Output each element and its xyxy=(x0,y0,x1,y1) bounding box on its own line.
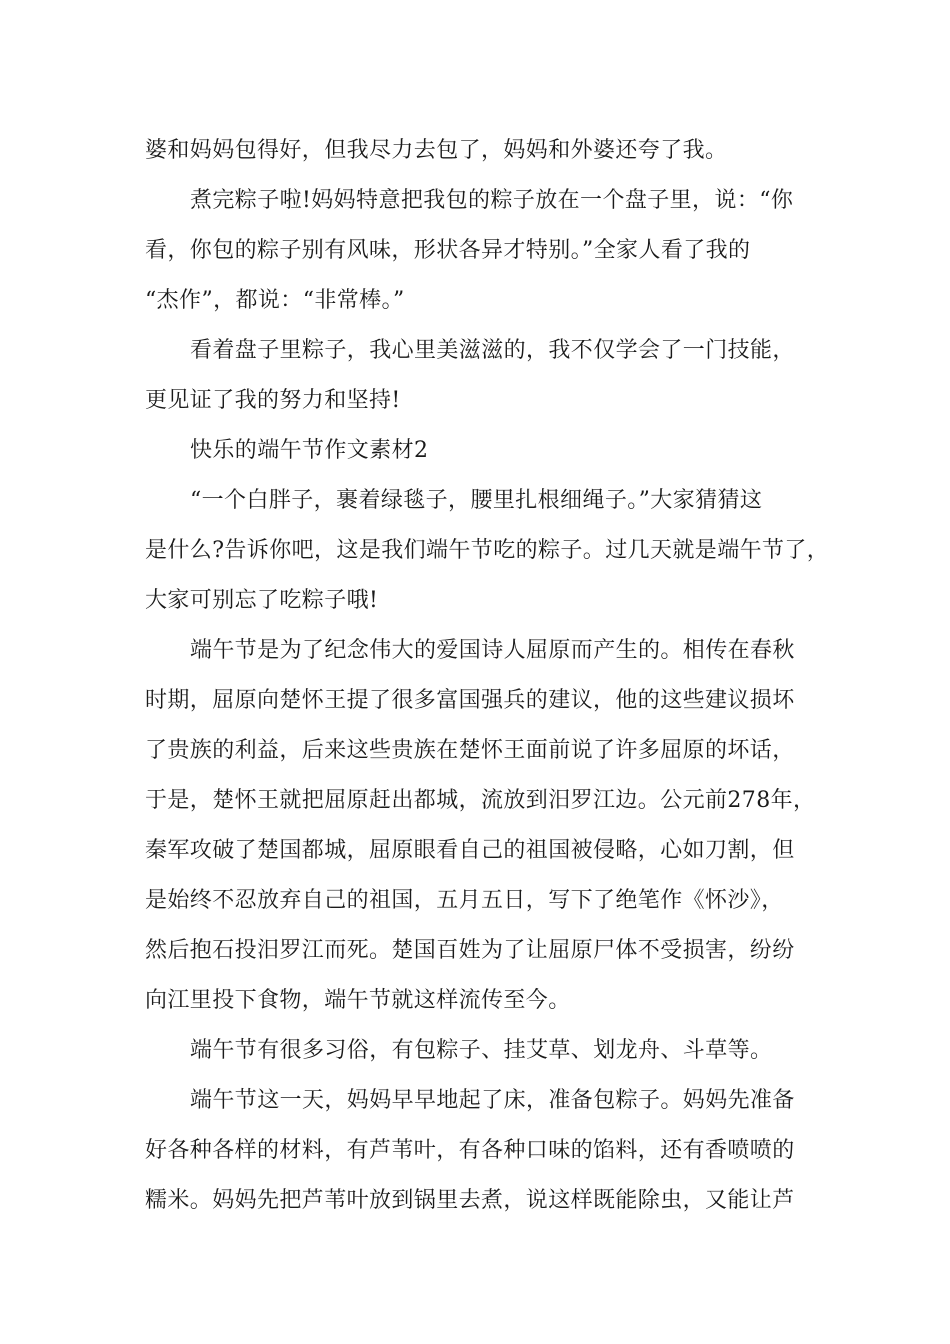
paragraph-start-line: 煮完粽子啦!妈妈特意把我包的粽子放在一个盘子里，说：“你 xyxy=(190,188,794,213)
text-line: 婆和妈妈包得好，但我尽力去包了，妈妈和外婆还夸了我。 xyxy=(145,138,728,163)
text-line: 更见证了我的努力和坚持! xyxy=(145,388,401,413)
text-line: 了贵族的利益，后来这些贵族在楚怀王面前说了许多屈原的坏话， xyxy=(145,738,795,763)
paragraph-start-line: 端午节这一天，妈妈早早地起了床，准备包粽子。妈妈先准备 xyxy=(190,1088,795,1113)
text-line: 于是，楚怀王就把屈原赶出都城，流放到汨罗江边。公元前278年， xyxy=(145,788,816,813)
text-line: 秦军攻破了楚国都城，屈原眼看自己的祖国被侵略，心如刀割，但 xyxy=(145,838,795,863)
text-line: 糯米。妈妈先把芦苇叶放到锅里去煮，说这样既能除虫，又能让芦 xyxy=(145,1188,795,1213)
paragraph-start-line: “一个白胖子，裹着绿毯子，腰里扎根细绳子。”大家猜猜这 xyxy=(190,488,763,513)
text-line: 是什么?告诉你吧，这是我们端午节吃的粽子。过几天就是端午节了， xyxy=(145,538,830,563)
paragraph-start-line: 看着盘子里粽子，我心里美滋滋的，我不仅学会了一门技能， xyxy=(190,338,795,363)
text-line: 然后抱石投汨罗江而死。楚国百姓为了让屈原尸体不受损害，纷纷 xyxy=(145,938,795,963)
text-line: “杰作”，都说：“非常棒。” xyxy=(145,288,405,313)
text-line: 向江里投下食物，端午节就这样流传至今。 xyxy=(145,988,571,1013)
text-line: 是始终不忍放弃自己的祖国，五月五日，写下了绝笔作《怀沙》， xyxy=(145,888,784,913)
section-heading: 快乐的端午节作文素材2 xyxy=(190,438,429,463)
text-line: 好各种各样的材料，有芦苇叶，有各种口味的馅料，还有香喷喷的 xyxy=(145,1138,795,1163)
paragraph-start-line: 端午节有很多习俗，有包粽子、挂艾草、划龙舟、斗草等。 xyxy=(190,1038,773,1063)
text-line: 时期，屈原向楚怀王提了很多富国强兵的建议，他的这些建议损坏 xyxy=(145,688,795,713)
paragraph-start-line: 端午节是为了纪念伟大的爱国诗人屈原而产生的。相传在春秋 xyxy=(190,638,795,663)
text-line: 看，你包的粽子别有风味，形状各异才特别。”全家人看了我的 xyxy=(145,238,751,263)
text-line: 大家可别忘了吃粽子哦! xyxy=(145,588,379,613)
